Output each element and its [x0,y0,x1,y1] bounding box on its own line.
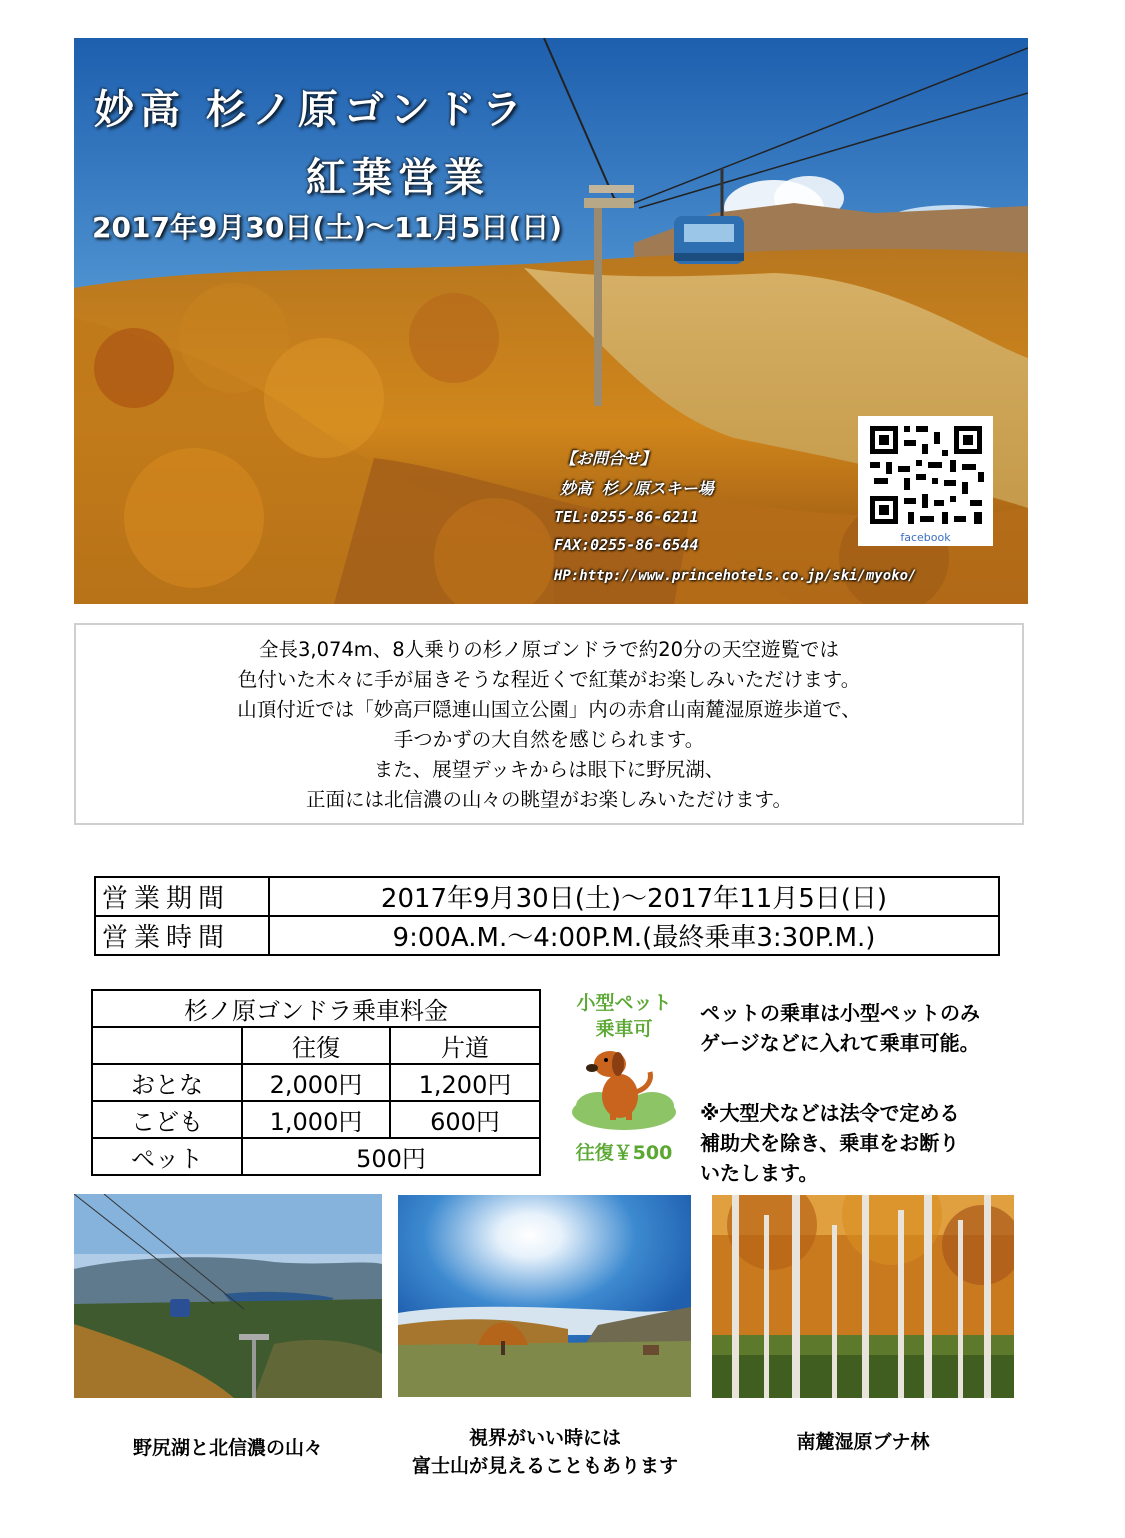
photo-caption [74,1434,382,1462]
photo-beech-forest [712,1195,1014,1398]
price-roundtrip: 2,000円 [242,1064,390,1101]
pet-label: ペット [92,1138,242,1175]
pet-badge-line1: 小型ペット [576,992,672,1014]
qr-label: facebook [900,531,951,544]
pet-badge-price: 往復￥500 [575,1142,673,1164]
price-oneway: 600円 [390,1101,540,1138]
photo-caption [712,1428,1014,1456]
sky-view-photo [398,1195,691,1397]
table-row [92,1138,540,1175]
intro-line: 正面には北信濃の山々の眺望がお楽しみいただけます。 [306,788,792,811]
pet-warning-line: ※大型犬などは法令で定める [700,1101,960,1125]
photo-lake [74,1194,382,1398]
intro-line: 手つかずの大自然を感じられます。 [393,728,705,751]
qr-code-icon [858,416,993,531]
fare-title: 杉ノ原ゴンドラ乗車料金 [92,990,540,1027]
row-label: おとな [92,1064,242,1101]
caption-line: 視界がいい時には [468,1427,621,1449]
dog-icon [568,1040,680,1132]
schedule-table [94,876,1000,956]
period-value: 2017年9月30日(土)～2017年11月5日(日) [269,877,999,916]
hero-date: 2017年9月30日(土)～11月5日(日) [92,211,563,244]
price-oneway: 1,200円 [390,1064,540,1101]
caption-line: 富士山が見えることもあります [411,1455,678,1477]
col-roundtrip: 往復 [242,1027,390,1064]
price-roundtrip: 1,000円 [242,1101,390,1138]
pet-price: 500円 [242,1138,540,1175]
contact-heading: 【お問合せ】 [560,449,657,468]
pet-note-line: ペットの乗車は小型ペットのみ [700,1001,980,1025]
pet-warning-line: 補助犬を除き、乗車をお断り [700,1131,960,1155]
photo-sky-view [398,1195,691,1397]
table-row [95,877,999,916]
contact-hp[interactable]: HP:http://www.princehotels.co.jp/ski/myoko/ [554,568,917,584]
hero-title: 妙高 杉ノ原ゴンドラ [94,86,528,133]
beech-forest-photo [712,1195,1014,1398]
table-row [92,1064,540,1101]
facebook-qr-code[interactable] [858,416,993,546]
contact-tel: TEL:0255-86-6211 [554,508,699,526]
row-label: こども [92,1101,242,1138]
intro-line: 山頂付近では「妙高戸隠連山国立公園」内の赤倉山南麓湿原遊歩道で、 [237,698,861,721]
hours-value: 9:00A.M.～4:00P.M.(最終乗車3:30P.M.) [269,916,999,955]
photo-caption [380,1424,710,1480]
caption-line: 南麓湿原ブナ林 [796,1431,930,1453]
table-row [92,990,540,1027]
pet-note-line: ゲージなどに入れて乗車可能。 [700,1031,980,1055]
intro-line: 色付いた木々に手が届きそうな程近くで紅葉がお楽しみいただけます。 [237,668,861,691]
lake-photo [74,1194,382,1398]
table-row [92,1101,540,1138]
hours-label: 営業時間 [95,916,269,955]
pet-warning-line: いたします。 [700,1161,819,1185]
period-label: 営業期間 [95,877,269,916]
fare-table [91,989,541,1176]
intro-line: 全長3,074m、8人乗りの杉ノ原ゴンドラで約20分の天空遊覧では [258,638,840,661]
empty-cell [92,1027,242,1064]
table-row [95,916,999,955]
pet-warning [700,1098,959,1188]
pet-badge-line2: 乗車可 [595,1018,653,1040]
intro-line: また、展望デッキからは眼下に野尻湖、 [373,758,725,781]
caption-line: 野尻湖と北信濃の山々 [132,1437,323,1459]
col-oneway: 片道 [390,1027,540,1064]
pet-badge-title [562,990,686,1042]
table-row [92,1027,540,1064]
pet-note [700,998,980,1058]
contact-name: 妙高 杉ノ原スキー場 [560,479,714,498]
intro-box [74,623,1024,825]
contact-fax: FAX:0255-86-6544 [554,536,699,554]
hero-subtitle: 紅葉営業 [306,154,490,201]
